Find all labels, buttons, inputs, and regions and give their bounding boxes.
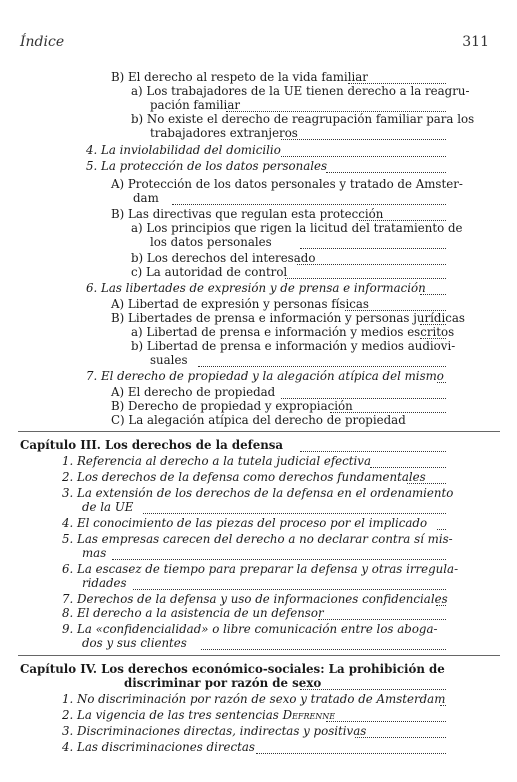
dot-leader (318, 605, 446, 620)
toc-entry-label: 6. Las libertades de expresión y de prensa e información (86, 281, 426, 295)
dot-leader (436, 591, 446, 606)
toc-entry-label: b) No existe el derecho de reagrupación familiar para los (131, 112, 475, 126)
dot-leader (420, 324, 446, 339)
toc-entry-label: 2. La vigencia de las tres sentencias Defrenne (62, 708, 336, 722)
toc-entry-label: a) Los principios que rigen la licitud del tratamiento de (131, 221, 463, 235)
toc-entry-label: b) Libertad de prensa e información y medios audiovi- (131, 339, 456, 353)
running-header: Índice (20, 34, 65, 50)
dot-leader (226, 97, 446, 112)
toc-entry-label: mas (82, 546, 107, 560)
toc-entry-label: A) Libertad de expresión y personas físicas (111, 297, 369, 311)
dot-leader (112, 545, 446, 560)
toc-entry-label: a) Los trabajadores de la UE tienen derecho a la reagru- (131, 84, 470, 98)
dot-leader (420, 280, 446, 295)
toc-entry-label: 5. La protección de los datos personales (86, 159, 328, 173)
toc-entry-label: c) La autoridad de control (131, 265, 288, 279)
toc-entry-label: Capítulo III. Los derechos de la defensa (20, 438, 284, 452)
toc-entry-label: suales (150, 353, 188, 367)
toc-entry-label: 1. Referencia al derecho a la tutela judicial efectiva (62, 454, 371, 468)
toc-entry-label: trabajadores extranjeros (150, 126, 298, 140)
toc-entry-label: 7. Derechos de la defensa y uso de informaciones confidenciales (62, 592, 448, 606)
toc-entry-label: a) Libertad de prensa e información y medios escritos (131, 325, 455, 339)
toc-entry-label: B) Derecho de propiedad y expropiación (111, 399, 353, 413)
dot-leader (300, 234, 446, 249)
dot-leader (348, 69, 446, 84)
dot-leader (198, 352, 446, 367)
dot-leader (359, 206, 446, 221)
toc-entry-label: 7. El derecho de propiedad y la alegación atípica del mismo (86, 369, 444, 383)
toc-entry-label: de la UE (82, 500, 134, 514)
dot-leader (281, 142, 446, 157)
toc-entry-label: 5. Las empresas carecen del derecho a no declarar contra sí mis- (62, 532, 453, 546)
dot-leader (330, 398, 446, 413)
toc-entry-label: 9. La «confidencialidad» o libre comunicación entre los aboga- (62, 622, 438, 636)
toc-entry-label: Capítulo IV. Los derechos económico-sociales: La prohibición de (20, 662, 445, 676)
dot-leader (172, 190, 446, 205)
toc-entry-label: 2. Los derechos de la defensa como derechos fundamentales (62, 470, 426, 484)
dot-leader (326, 707, 446, 722)
toc-entry-label: 4. Las discriminaciones directas (62, 740, 255, 754)
chapter-separator (18, 655, 500, 656)
case-name: Defrenne (282, 708, 336, 722)
chapter-separator (18, 431, 500, 432)
toc-entry-label: B) Libertades de prensa e información y personas jurídicas (111, 311, 465, 325)
dot-leader (300, 437, 446, 452)
dot-leader (297, 250, 446, 265)
dot-leader (256, 739, 446, 754)
toc-entry-label: los datos personales (150, 235, 272, 249)
toc-entry-label: 4. La inviolabilidad del domicilio (86, 143, 281, 157)
toc-entry-label: A) Protección de los datos personales y tratado de Amster- (111, 177, 463, 191)
toc-entry-label: B) Las directivas que regulan esta protección (111, 207, 384, 221)
toc-entry-label: pación familiar (150, 98, 240, 112)
toc-entry-label: C) La alegación atípica del derecho de propiedad (111, 413, 406, 427)
dot-leader (281, 384, 446, 399)
dot-leader (440, 691, 446, 706)
toc-entry-label: b) Los derechos del interesado (131, 251, 316, 265)
dot-leader (355, 723, 446, 738)
toc-entry-label: 6. La escasez de tiempo para preparar la defensa y otras irregula- (62, 562, 459, 576)
dot-leader (345, 296, 446, 311)
dot-leader (201, 635, 446, 650)
dot-leader (420, 310, 446, 325)
dot-leader (143, 499, 446, 514)
page-number: 311 (462, 34, 489, 50)
toc-entry-label: 8. El derecho a la asistencia de un defensor (62, 606, 324, 620)
toc-entry-label: discriminar por razón de sexo (124, 676, 322, 690)
dot-leader (437, 515, 446, 530)
dot-leader (300, 675, 446, 690)
toc-entry-label: ridades (82, 576, 127, 590)
toc-entry-label: A) El derecho de propiedad (111, 385, 276, 399)
toc-entry-label: 1. No discriminación por razón de sexo y tratado de Amsterdam (62, 692, 446, 706)
toc-entry-label: B) El derecho al respeto de la vida familiar (111, 70, 368, 84)
dot-leader (370, 453, 446, 468)
toc-entry-label: 3. La extensión de los derechos de la defensa en el ordenamiento (62, 486, 454, 500)
toc-entry-label: dam (133, 191, 159, 205)
toc-entry-label: 3. Discriminaciones directas, indirectas y positivas (62, 724, 367, 738)
dot-leader (407, 469, 446, 484)
dot-leader (281, 125, 446, 140)
dot-leader (326, 158, 446, 173)
toc-entry-label: dos y sus clientes (82, 636, 187, 650)
dot-leader (133, 575, 446, 590)
toc-entry-label: 4. El conocimiento de las piezas del proceso por el implicado (62, 516, 428, 530)
dot-leader (285, 264, 446, 279)
dot-leader (437, 368, 446, 383)
